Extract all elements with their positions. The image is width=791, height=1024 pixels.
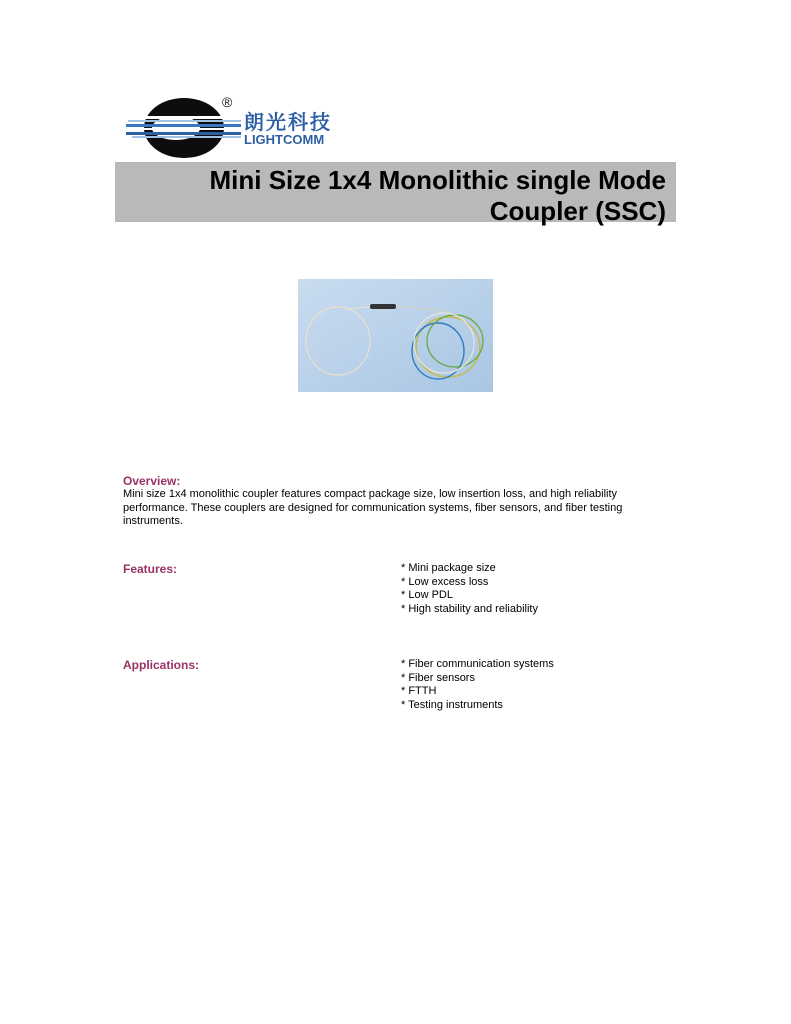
features-heading: Features: — [123, 562, 178, 576]
logo-chinese-name: 朗光科技 — [244, 110, 332, 134]
logo-english-name: LIGHTCOMM — [244, 132, 325, 147]
list-item: * Fiber sensors — [401, 671, 475, 684]
overview-text — [123, 488, 683, 529]
title-line-1: Mini Size 1x4 Monolithic single Mode — [209, 165, 666, 195]
overview-line-2: performance. These couplers are designed for communication systems, fiber sensors, and fiber testing — [123, 501, 623, 514]
product-photo — [298, 279, 493, 392]
company-logo — [126, 96, 341, 160]
list-item: * FTTH — [401, 685, 437, 697]
overview-heading: Overview: — [123, 474, 181, 488]
title-line-2: Coupler (SSC) — [489, 196, 666, 226]
overview-line-1: Mini size 1x4 monolithic coupler features compact package size, low insertion loss, and high reliability — [123, 488, 618, 500]
title-bar — [115, 162, 676, 226]
list-item: * High stability and reliability — [401, 602, 538, 615]
applications-heading: Applications: — [123, 658, 200, 672]
overview-line-3: instruments. — [123, 515, 183, 527]
list-item: * Fiber communication systems — [401, 658, 554, 670]
list-item: * Testing instruments — [401, 698, 503, 711]
features-list — [401, 562, 538, 616]
page-title — [210, 165, 667, 227]
list-item: * Low excess loss — [401, 575, 489, 588]
list-item: * Mini package size — [401, 562, 496, 574]
applications-list — [401, 658, 554, 712]
list-item: * Low PDL — [401, 589, 453, 601]
registered-mark: ® — [222, 94, 233, 110]
